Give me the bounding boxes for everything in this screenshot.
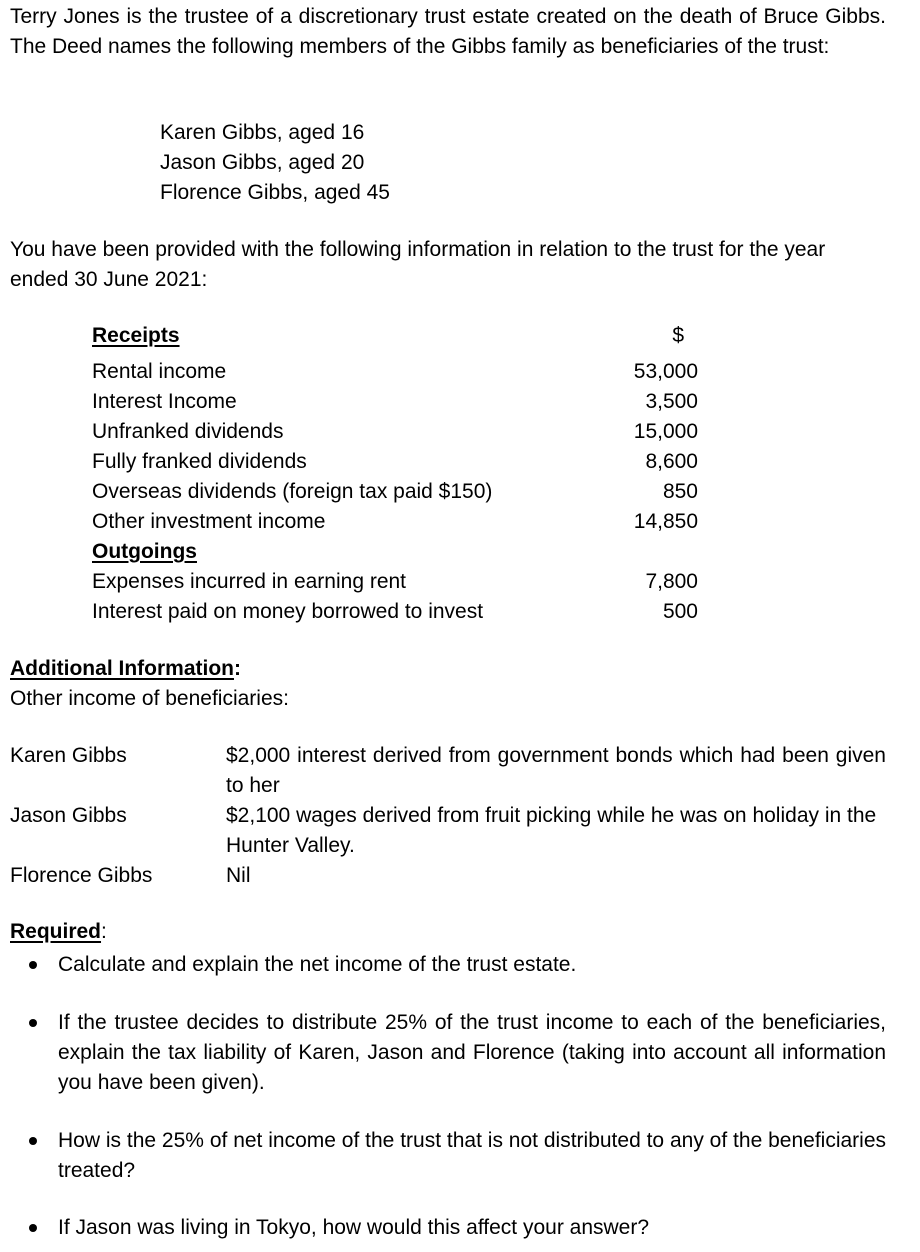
- row-label: Fully franked dividends: [92, 450, 307, 473]
- table-row: [92, 507, 698, 537]
- beneficiary-item: Karen Gibbs, aged 16: [160, 121, 365, 144]
- receipts-heading: Receipts: [92, 324, 180, 347]
- beneficiary-income-detail: Nil: [226, 864, 251, 887]
- row-label: Interest Income: [92, 390, 237, 413]
- outgoings-heading: Outgoings: [92, 540, 197, 563]
- required-heading-colon: :: [101, 920, 107, 943]
- trust-figures-table: [92, 321, 698, 627]
- row-amount: 15,000: [633, 420, 698, 443]
- additional-heading-text: Additional Information: [10, 657, 234, 680]
- beneficiary-income-name: Jason Gibbs: [10, 804, 127, 827]
- row-amount: 53,000: [633, 360, 698, 383]
- bullet-icon: [29, 1224, 37, 1232]
- beneficiary-item: Jason Gibbs, aged 20: [160, 151, 365, 174]
- row-amount: 850: [662, 480, 698, 503]
- beneficiary-income-detail: $2,000 interest derived from government bonds which had been given to her: [226, 744, 886, 797]
- table-row: [92, 357, 698, 387]
- beneficiary-item: Florence Gibbs, aged 45: [160, 181, 390, 204]
- required-item: How is the 25% of net income of the trust that is not distributed to any of the beneficiaries treated?: [58, 1129, 886, 1182]
- intro-paragraph: Terry Jones is the trustee of a discretionary trust estate created on the death of Bruce Gibbs. The Deed names the following members of the Gibbs family as beneficiaries of the trust:: [10, 5, 886, 58]
- row-label: Interest paid on money borrowed to invest: [92, 600, 484, 623]
- beneficiary-income-name: Karen Gibbs: [10, 744, 127, 767]
- table-row: [92, 417, 698, 447]
- row-label: Expenses incurred in earning rent: [92, 570, 407, 593]
- outgoings-heading-row: [92, 537, 698, 567]
- additional-info-heading: [10, 654, 241, 684]
- row-amount: 14,850: [633, 510, 698, 533]
- beneficiaries-list: [160, 118, 390, 208]
- table-row: [92, 477, 698, 507]
- bullet-icon: [29, 961, 37, 969]
- table-row: [92, 597, 698, 627]
- table-header-row: [92, 321, 698, 351]
- required-item: If the trustee decides to distribute 25% of the trust income to each of the beneficiaries, explain the tax liability of Karen, Jason and Florence (taking into account all information you have been given).: [58, 1011, 886, 1094]
- row-label: Rental income: [92, 360, 227, 383]
- row-label: Overseas dividends (foreign tax paid $150): [92, 480, 493, 503]
- beneficiary-income-name: Florence Gibbs: [10, 864, 153, 887]
- required-heading-text: Required: [10, 920, 102, 943]
- additional-subheading: Other income of beneficiaries:: [10, 687, 289, 710]
- required-item: If Jason was living in Tokyo, how would this affect your answer?: [58, 1216, 650, 1239]
- row-amount: 500: [662, 600, 698, 623]
- bullet-icon: [29, 1019, 37, 1027]
- required-item: Calculate and explain the net income of the trust estate.: [58, 953, 577, 976]
- required-heading: [10, 917, 107, 947]
- currency-label: $: [672, 324, 684, 347]
- info-intro-paragraph: You have been provided with the following information in relation to the trust for the year ended 30 June 2021:: [10, 238, 826, 291]
- beneficiary-income-detail: $2,100 wages derived from fruit picking while he was on holiday in the Hunter Valley.: [226, 804, 877, 857]
- row-label: Unfranked dividends: [92, 420, 284, 443]
- table-row: [92, 567, 698, 597]
- table-row: [92, 387, 698, 417]
- table-row: [92, 447, 698, 477]
- row-amount: 7,800: [645, 570, 698, 593]
- row-amount: 3,500: [645, 390, 698, 413]
- row-label: Other investment income: [92, 510, 326, 533]
- additional-heading-colon: :: [233, 657, 241, 680]
- row-amount: 8,600: [645, 450, 698, 473]
- bullet-icon: [29, 1137, 37, 1145]
